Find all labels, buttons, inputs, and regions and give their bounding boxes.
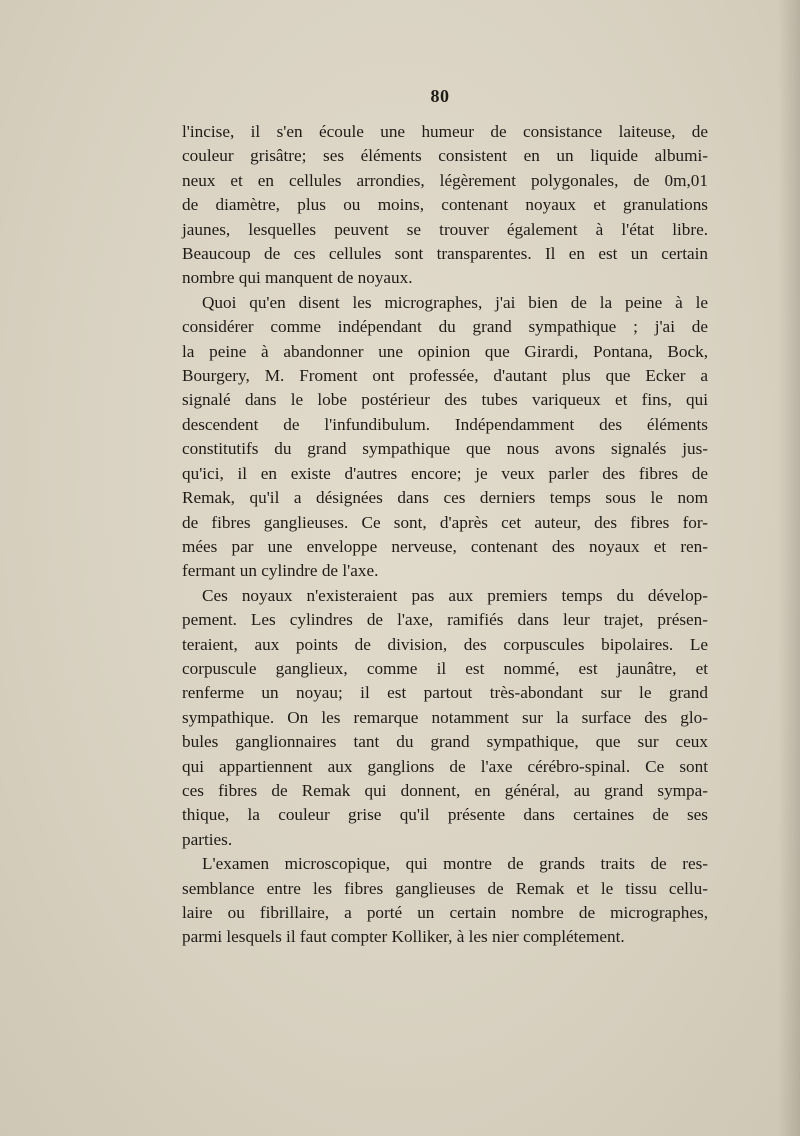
text-line: constitutifs du grand sympathique que nous avons signalés jus- — [182, 439, 708, 459]
text-line: teraient, aux points de division, des corpuscules bipolaires. Le — [182, 634, 708, 654]
paragraph — [182, 852, 708, 950]
text-line: Beaucoup de ces cellules sont transparentes. Il en est un certain — [182, 244, 708, 264]
text-line: fermant un cylindre de l'axe. — [182, 561, 379, 581]
text-line: laire ou fibrillaire, a porté un certain nombre de micrographes, — [182, 903, 708, 922]
text-line: neux et en cellules arrondies, légèrement polygonales, de 0m,01 — [182, 170, 708, 190]
paragraph — [182, 291, 708, 584]
text-line: l'incise, il s'en écoule une humeur de consistance laiteuse, de — [182, 122, 708, 141]
text-line: qu'ici, il en existe d'autres encore; je veux parler des fibres de — [182, 463, 708, 483]
text-line: parties. — [182, 829, 233, 849]
text-line: thique, la couleur grise qu'il présente dans certaines de ses — [182, 805, 708, 825]
text-line: ces fibres de Remak qui donnent, en général, au grand sympa- — [182, 780, 708, 800]
text-line: corpuscule ganglieux, comme il est nommé, est jaunâtre, et — [182, 658, 708, 678]
text-line: considérer comme indépendant du grand sympathique ; j'ai de — [182, 317, 708, 337]
text-line: jaunes, lesquelles peuvent se trouver également à l'état libre. — [182, 219, 708, 239]
text-line: pement. Les cylindres de l'axe, ramifiés dans leur trajet, présen- — [182, 610, 708, 630]
text-line: nombre qui manquent de noyaux. — [182, 268, 413, 288]
text-line: descendent de l'infundibulum. Indépendamment des éléments — [182, 414, 708, 434]
text-line: parmi lesquels il faut compter Kolliker, à les nier complétement. — [182, 927, 625, 947]
page-number: 80 — [430, 86, 450, 106]
paragraph — [182, 120, 708, 291]
text-line: bules ganglionnaires tant du grand sympathique, que sur ceux — [182, 732, 708, 752]
text-line: L'examen microscopique, qui montre de grands traits de res- — [202, 854, 708, 874]
text-line: Ces noyaux n'existeraient pas aux premiers temps du dévelop- — [202, 585, 708, 605]
text-line: signalé dans le lobe postérieur des tubes variqueux et fins, qui — [182, 390, 708, 410]
text-line: de fibres ganglieuses. Ce sont, d'après cet auteur, des fibres for- — [182, 512, 708, 532]
text-line: semblance entre les fibres ganglieuses de Remak et le tissu cellu- — [182, 878, 708, 898]
text-line: Bourgery, M. Froment ont professée, d'autant plus que Ecker a — [182, 366, 708, 386]
text-line: mées par une enveloppe nerveuse, contenant des noyaux et ren- — [182, 536, 708, 556]
text-line: sympathique. On les remarque notamment sur la surface des glo- — [182, 707, 708, 727]
text-line: qui appartiennent aux ganglions de l'axe cérébro-spinal. Ce sont — [182, 756, 708, 776]
page-edge-shadow — [778, 0, 800, 1136]
text-line: Quoi qu'en disent les micrographes, j'ai bien de la peine à le — [202, 292, 708, 312]
text-line: renferme un noyau; il est partout très-abondant sur le grand — [182, 683, 708, 703]
text-line: couleur grisâtre; ses éléments consistent en un liquide albumi- — [182, 146, 708, 166]
body-text — [182, 120, 708, 950]
text-line: Remak, qu'il a désignées dans ces derniers temps sous le nom — [182, 488, 708, 508]
text-line: de diamètre, plus ou moins, contenant noyaux et granulations — [182, 195, 708, 215]
text-line: la peine à abandonner une opinion que Girardi, Pontana, Bock, — [182, 341, 708, 361]
paragraph — [182, 584, 708, 852]
